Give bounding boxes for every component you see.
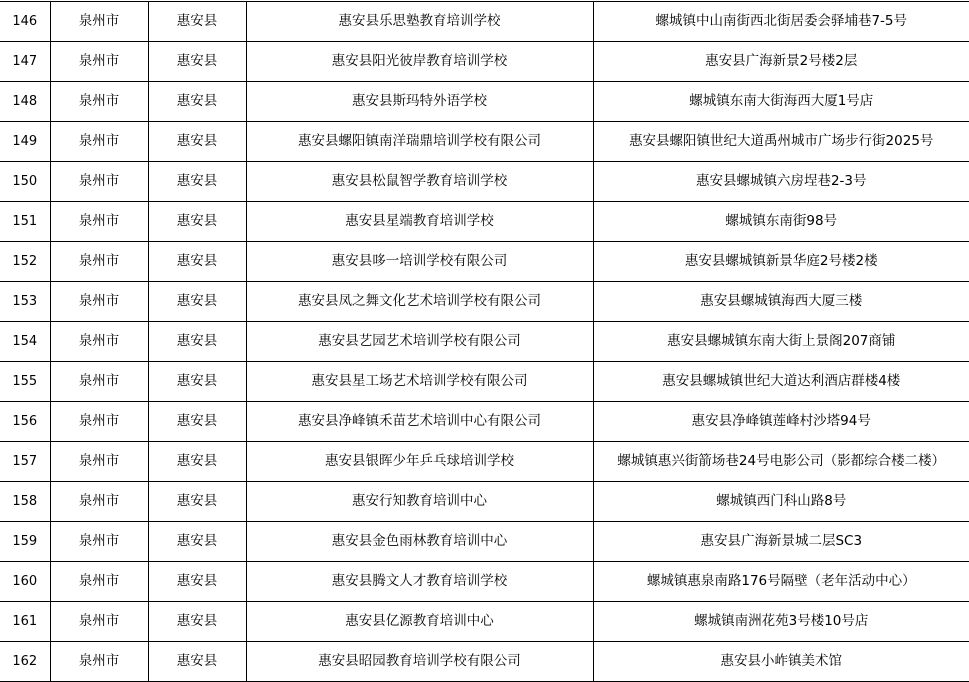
county-cell: 惠安县 xyxy=(148,482,246,522)
city-cell: 泉州市 xyxy=(50,602,148,642)
city-cell: 泉州市 xyxy=(50,522,148,562)
city-cell: 泉州市 xyxy=(50,2,148,42)
table-row xyxy=(0,162,969,202)
address-cell: 螺城镇南洲花苑3号楼10号店 xyxy=(593,602,969,642)
institution-name-cell: 惠安县金色雨林教育培训中心 xyxy=(246,522,593,562)
row-number-cell: 150 xyxy=(0,162,50,202)
county-cell: 惠安县 xyxy=(148,162,246,202)
county-cell: 惠安县 xyxy=(148,602,246,642)
city-cell: 泉州市 xyxy=(50,402,148,442)
institution-name-cell: 惠安县净峰镇禾苗艺术培训中心有限公司 xyxy=(246,402,593,442)
table-row xyxy=(0,282,969,322)
table-row xyxy=(0,562,969,602)
table-row xyxy=(0,122,969,162)
address-cell: 惠安县螺阳镇世纪大道禹州城市广场步行街2025号 xyxy=(593,122,969,162)
county-cell: 惠安县 xyxy=(148,562,246,602)
table-row xyxy=(0,362,969,402)
institution-name-cell: 惠安县松鼠智学教育培训学校 xyxy=(246,162,593,202)
city-cell: 泉州市 xyxy=(50,82,148,122)
row-number-cell: 148 xyxy=(0,82,50,122)
institution-name-cell: 惠安县哆一培训学校有限公司 xyxy=(246,242,593,282)
row-number-cell: 158 xyxy=(0,482,50,522)
city-cell: 泉州市 xyxy=(50,442,148,482)
institution-name-cell: 惠安县星工场艺术培训学校有限公司 xyxy=(246,362,593,402)
table-row xyxy=(0,642,969,682)
address-cell: 惠安县螺城镇海西大厦三楼 xyxy=(593,282,969,322)
table-row xyxy=(0,242,969,282)
row-number-cell: 159 xyxy=(0,522,50,562)
row-number-cell: 162 xyxy=(0,642,50,682)
address-cell: 惠安县螺城镇世纪大道达利酒店群楼4楼 xyxy=(593,362,969,402)
table-row xyxy=(0,442,969,482)
address-cell: 惠安县广海新景城二层SC3 xyxy=(593,522,969,562)
row-number-cell: 154 xyxy=(0,322,50,362)
table-row xyxy=(0,522,969,562)
institution-name-cell: 惠安县阳光彼岸教育培训学校 xyxy=(246,42,593,82)
table-row xyxy=(0,42,969,82)
institution-table xyxy=(0,1,969,682)
row-number-cell: 146 xyxy=(0,2,50,42)
city-cell: 泉州市 xyxy=(50,482,148,522)
county-cell: 惠安县 xyxy=(148,442,246,482)
county-cell: 惠安县 xyxy=(148,42,246,82)
city-cell: 泉州市 xyxy=(50,122,148,162)
table-row xyxy=(0,482,969,522)
table-row xyxy=(0,402,969,442)
city-cell: 泉州市 xyxy=(50,162,148,202)
address-cell: 惠安县广海新景2号楼2层 xyxy=(593,42,969,82)
city-cell: 泉州市 xyxy=(50,642,148,682)
institution-name-cell: 惠安县亿源教育培训中心 xyxy=(246,602,593,642)
county-cell: 惠安县 xyxy=(148,82,246,122)
city-cell: 泉州市 xyxy=(50,42,148,82)
table-row xyxy=(0,202,969,242)
county-cell: 惠安县 xyxy=(148,2,246,42)
county-cell: 惠安县 xyxy=(148,362,246,402)
institution-name-cell: 惠安县星端教育培训学校 xyxy=(246,202,593,242)
institution-name-cell: 惠安县银晖少年乒乓球培训学校 xyxy=(246,442,593,482)
row-number-cell: 156 xyxy=(0,402,50,442)
county-cell: 惠安县 xyxy=(148,242,246,282)
row-number-cell: 149 xyxy=(0,122,50,162)
county-cell: 惠安县 xyxy=(148,642,246,682)
institution-name-cell: 惠安县凤之舞文化艺术培训学校有限公司 xyxy=(246,282,593,322)
row-number-cell: 152 xyxy=(0,242,50,282)
row-number-cell: 157 xyxy=(0,442,50,482)
row-number-cell: 155 xyxy=(0,362,50,402)
address-cell: 螺城镇东南街98号 xyxy=(593,202,969,242)
row-number-cell: 151 xyxy=(0,202,50,242)
row-number-cell: 153 xyxy=(0,282,50,322)
city-cell: 泉州市 xyxy=(50,202,148,242)
institution-name-cell: 惠安县腾文人才教育培训学校 xyxy=(246,562,593,602)
county-cell: 惠安县 xyxy=(148,282,246,322)
city-cell: 泉州市 xyxy=(50,562,148,602)
city-cell: 泉州市 xyxy=(50,242,148,282)
address-cell: 惠安县净峰镇莲峰村沙塔94号 xyxy=(593,402,969,442)
address-cell: 螺城镇东南大街海西大厦1号店 xyxy=(593,82,969,122)
row-number-cell: 161 xyxy=(0,602,50,642)
row-number-cell: 160 xyxy=(0,562,50,602)
institution-name-cell: 惠安行知教育培训中心 xyxy=(246,482,593,522)
city-cell: 泉州市 xyxy=(50,362,148,402)
county-cell: 惠安县 xyxy=(148,402,246,442)
address-cell: 惠安县螺城镇新景华庭2号楼2楼 xyxy=(593,242,969,282)
address-cell: 惠安县小岞镇美术馆 xyxy=(593,642,969,682)
city-cell: 泉州市 xyxy=(50,322,148,362)
city-cell: 泉州市 xyxy=(50,282,148,322)
address-cell: 螺城镇惠兴街箭场巷24号电影公司（影都综合楼二楼） xyxy=(593,442,969,482)
row-number-cell: 147 xyxy=(0,42,50,82)
institution-name-cell: 惠安县昭园教育培训学校有限公司 xyxy=(246,642,593,682)
address-cell: 螺城镇西门科山路8号 xyxy=(593,482,969,522)
address-cell: 惠安县螺城镇东南大街上景阁207商铺 xyxy=(593,322,969,362)
address-cell: 螺城镇中山南街西北街居委会驿埔巷7-5号 xyxy=(593,2,969,42)
institution-name-cell: 惠安县斯玛特外语学校 xyxy=(246,82,593,122)
table-row xyxy=(0,602,969,642)
institution-name-cell: 惠安县螺阳镇南洋瑞鼎培训学校有限公司 xyxy=(246,122,593,162)
county-cell: 惠安县 xyxy=(148,322,246,362)
county-cell: 惠安县 xyxy=(148,202,246,242)
table-row xyxy=(0,82,969,122)
county-cell: 惠安县 xyxy=(148,122,246,162)
county-cell: 惠安县 xyxy=(148,522,246,562)
table-row xyxy=(0,2,969,42)
address-cell: 惠安县螺城镇六房埕巷2-3号 xyxy=(593,162,969,202)
table-row xyxy=(0,322,969,362)
institution-name-cell: 惠安县艺园艺术培训学校有限公司 xyxy=(246,322,593,362)
address-cell: 螺城镇惠泉南路176号隔壁（老年活动中心） xyxy=(593,562,969,602)
institution-name-cell: 惠安县乐思塾教育培训学校 xyxy=(246,2,593,42)
table-body xyxy=(0,2,969,682)
